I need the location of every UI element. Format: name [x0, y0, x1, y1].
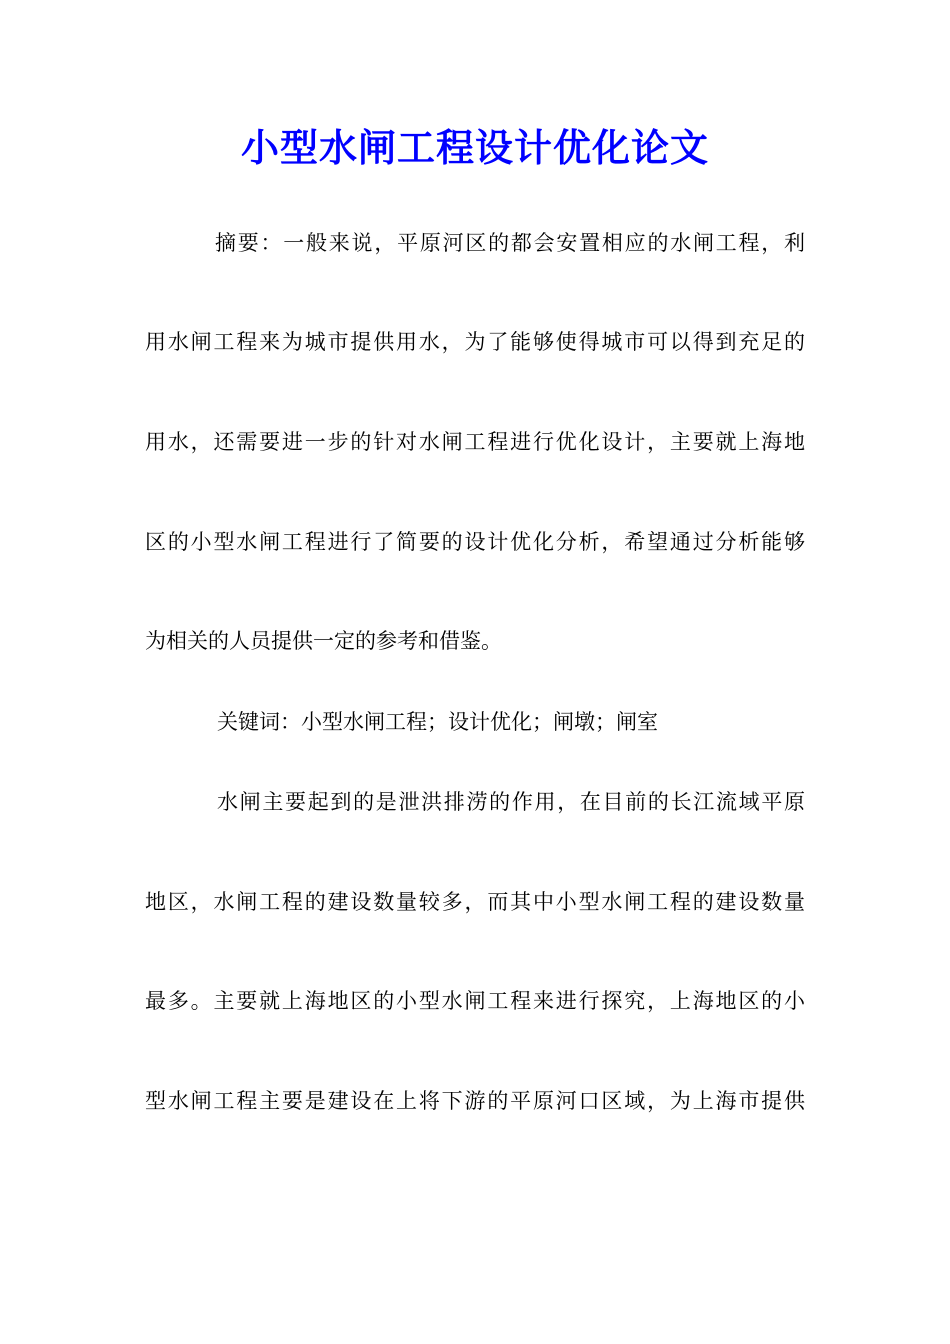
abstract-line-2: 用水闸工程来为城市提供用水，为了能够使得城市可以得到充足的	[145, 330, 805, 354]
abstract-line-4: 区的小型水闸工程进行了简要的设计优化分析，希望通过分析能够	[145, 530, 805, 554]
abstract-line-3: 用水，还需要进一步的针对水闸工程进行优化设计，主要就上海地	[145, 430, 805, 454]
body-line-1: 水闸主要起到的是泄洪排涝的作用，在目前的长江流域平原	[217, 790, 805, 814]
body-line-3: 最多。主要就上海地区的小型水闸工程来进行探究，上海地区的小	[145, 989, 805, 1013]
keywords-line: 关键词：小型水闸工程；设计优化；闸墩；闸室	[217, 710, 658, 734]
abstract-line-5: 为相关的人员提供一定的参考和借鉴。	[145, 629, 502, 653]
body-line-4: 型水闸工程主要是建设在上将下游的平原河口区域，为上海市提供	[145, 1089, 805, 1113]
body-line-2: 地区，水闸工程的建设数量较多，而其中小型水闸工程的建设数量	[145, 890, 805, 914]
document-title: 小型水闸工程设计优化论文	[240, 125, 709, 170]
abstract-line-1: 摘要：一般来说，平原河区的都会安置相应的水闸工程，利	[215, 231, 805, 255]
